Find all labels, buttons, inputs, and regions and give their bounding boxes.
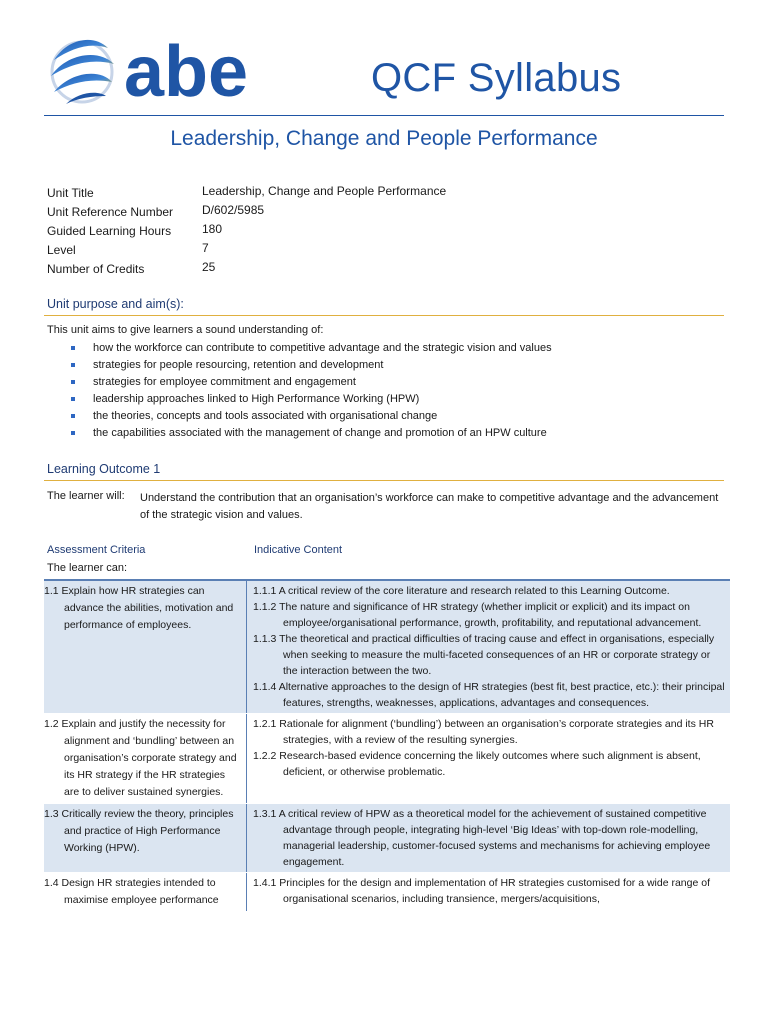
unit-title-value: Leadership, Change and People Performance <box>202 184 447 198</box>
credits-value: 25 <box>202 260 216 274</box>
credits-label: Number of Credits <box>47 262 145 276</box>
learner-will-text: Understand the contribution that an organisation’s workforce can make to competitive advantage and the advancement of the strategic vision and values. <box>140 492 719 521</box>
criteria-table <box>44 581 730 912</box>
criterion-cell: 1.1 Explain how HR strategies can advance the abilities, motivation and performance of employees. <box>44 581 247 713</box>
purpose-divider <box>44 315 724 316</box>
list-item: strategies for employee commitment and engagement <box>70 374 552 391</box>
content-cell <box>247 581 730 713</box>
criterion-cell: 1.2 Explain and justify the necessity for alignment and ‘bundling’ between an organisation’s corporate strategy and its HR strategy if the HR strategies are to deliver sustained synergies. <box>44 714 247 803</box>
table-row <box>44 581 730 714</box>
table-row <box>44 714 730 804</box>
unit-reference-label: Unit Reference Number <box>47 205 174 219</box>
header-divider <box>44 115 724 116</box>
content-item: 1.2.1 Rationale for alignment (‘bundling’) between an organisation’s corporate strategies and its HR strategies, with a review of the resulting synergies. <box>253 718 714 746</box>
document-title: QCF Syllabus <box>371 56 622 100</box>
list-item: the capabilities associated with the management of change and promotion of an HPW culture <box>70 425 552 442</box>
guided-hours-value: 180 <box>202 222 223 236</box>
indicative-content-header: Indicative Content <box>254 544 343 556</box>
content-item: 1.4.1 Principles for the design and implementation of HR strategies customised for a wide range of organisational scenarios, including transience, mergers/acquisitions, <box>253 877 710 905</box>
unit-reference-value: D/602/5985 <box>202 203 265 217</box>
unit-title-label: Unit Title <box>47 186 94 200</box>
guided-hours-label: Guided Learning Hours <box>47 224 172 238</box>
content-cell <box>247 714 730 803</box>
list-item: the theories, concepts and tools associated with organisational change <box>70 408 552 425</box>
abe-globe-icon <box>46 30 306 110</box>
assessment-criteria-header: Assessment Criteria <box>47 544 146 556</box>
unit-subtitle: Leadership, Change and People Performance <box>170 127 598 150</box>
learning-outcome-heading: Learning Outcome 1 <box>47 462 161 476</box>
list-item: leadership approaches linked to High Performance Working (HPW) <box>70 391 552 408</box>
content-item: 1.1.1 A critical review of the core literature and research related to this Learning Outcome. <box>253 585 670 597</box>
learner-can-label: The learner can: <box>47 562 128 574</box>
purpose-intro: This unit aims to give learners a sound understanding of: <box>47 324 324 336</box>
list-item: strategies for people resourcing, retention and development <box>70 357 552 374</box>
outcome-divider <box>44 480 724 481</box>
learner-will-label: The learner will: <box>47 490 125 502</box>
content-cell <box>247 804 730 872</box>
svg-text:abe: abe <box>124 32 249 110</box>
content-item: 1.3.1 A critical review of HPW as a theoretical model for the achievement of sustained competitive advantage through people, integrating high-level ‘Big Ideas’ with top-down role-modelling, managerial leadership, customer-focused systems and mechanisms for achieving employee engagement. <box>253 808 711 868</box>
level-value: 7 <box>202 241 209 255</box>
content-item: 1.1.3 The theoretical and practical difficulties of tracing cause and effect in organisations, especially when seeking to measure the multi-faceted consequences of an HR or corporate strategy or the interaction between the two. <box>253 633 715 677</box>
content-item: 1.2.2 Research-based evidence concerning the likely outcomes where such alignment is absent, deficient, or otherwise problematic. <box>253 750 701 778</box>
content-cell <box>247 873 730 911</box>
content-item: 1.1.4 Alternative approaches to the design of HR strategies (best fit, best practice, etc.): their principal features, strengths, weaknesses, applications, advantages and consequences. <box>253 681 725 709</box>
content-item: 1.1.2 The nature and significance of HR strategy (whether implicit or explicit) and its impact on employee/organisational performance, growth, profitability, and reputational advancement. <box>253 601 702 629</box>
purpose-heading: Unit purpose and aim(s): <box>47 297 184 311</box>
table-row <box>44 873 730 912</box>
table-row <box>44 804 730 873</box>
criterion-cell: 1.4 Design HR strategies intended to maximise employee performance <box>44 873 247 911</box>
criterion-cell: 1.3 Critically review the theory, principles and practice of High Performance Working (HPW). <box>44 804 247 872</box>
abe-logo <box>46 30 306 110</box>
aims-list <box>70 340 552 442</box>
level-label: Level <box>47 243 76 257</box>
list-item: how the workforce can contribute to competitive advantage and the strategic vision and values <box>70 340 552 357</box>
